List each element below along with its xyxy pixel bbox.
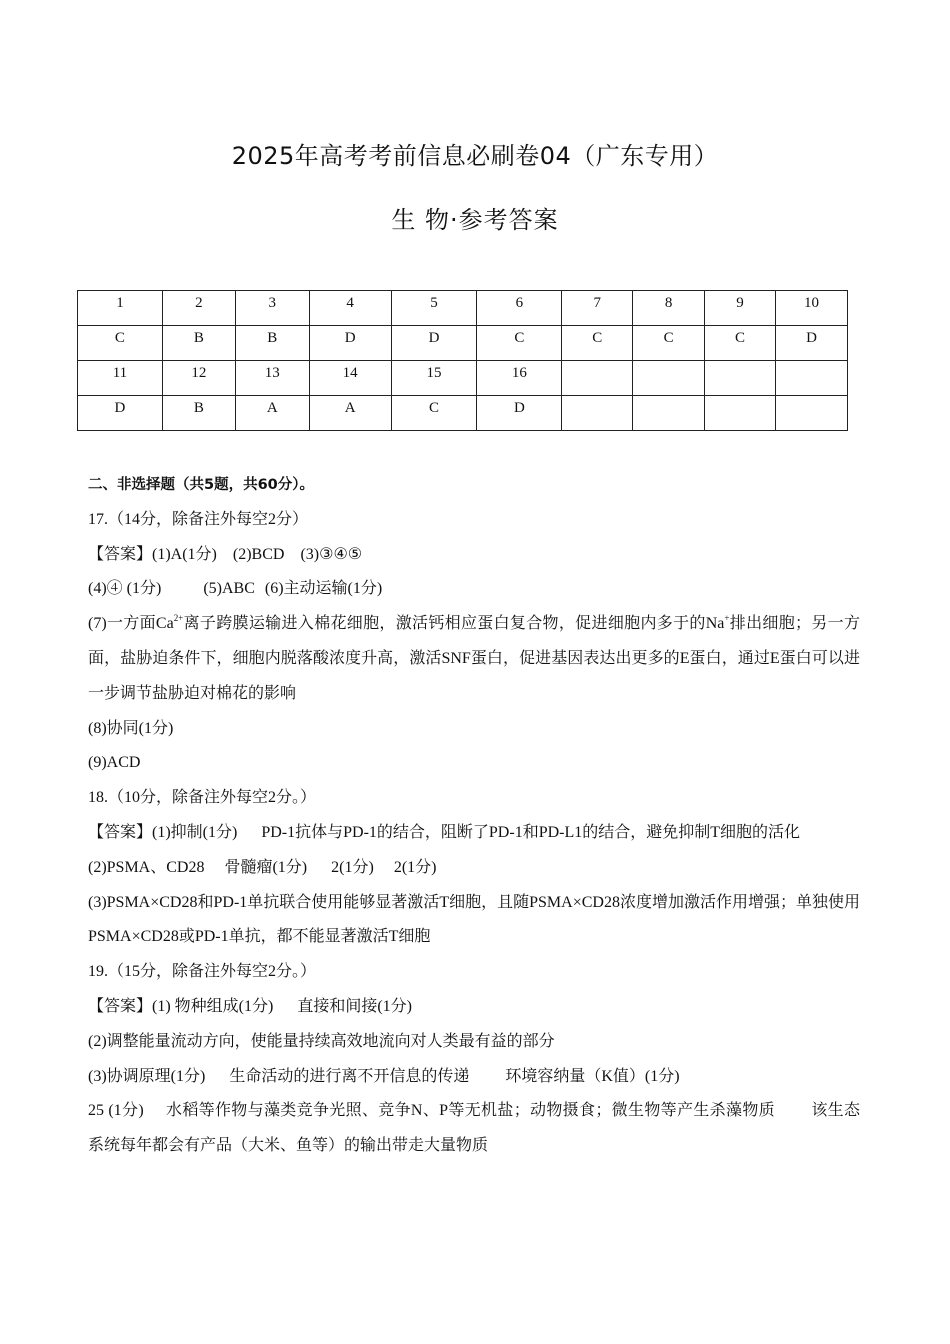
table-cell: B xyxy=(235,326,309,361)
table-cell: 4 xyxy=(309,291,391,326)
q17-a8: (8)协同(1分) xyxy=(88,719,174,737)
answer-table xyxy=(77,290,848,431)
table-cell: 8 xyxy=(633,291,705,326)
q17-a5: (5)ABC xyxy=(203,580,255,598)
table-cell: D xyxy=(477,396,562,431)
table-cell: B xyxy=(162,326,235,361)
answers-content xyxy=(88,468,860,1164)
table-cell: 12 xyxy=(162,361,235,396)
q19-answer-2: (2)调整能量流动方向，使能量持续高效地流向对人类最有益的部分 xyxy=(88,1032,555,1050)
table-cell xyxy=(633,361,705,396)
q18-header: 18.（10分，除备注外每空2分。） xyxy=(88,789,317,807)
answer-tag: 【答案】 xyxy=(88,997,153,1015)
table-cell: 9 xyxy=(705,291,776,326)
table-cell: 3 xyxy=(235,291,309,326)
q17-a9: (9)ACD xyxy=(88,754,141,772)
table-cell: C xyxy=(562,326,633,361)
table-cell xyxy=(705,396,776,431)
table-cell: C xyxy=(391,396,477,431)
table-cell: 14 xyxy=(309,361,391,396)
answer-tag: 【答案】 xyxy=(88,545,153,563)
table-cell: 5 xyxy=(391,291,477,326)
table-cell: D xyxy=(391,326,477,361)
table-cell: C xyxy=(705,326,776,361)
page-subtitle: 生 物·参考答案 xyxy=(391,206,559,234)
table-row xyxy=(78,361,848,396)
table-cell: D xyxy=(776,326,848,361)
q18-answer-3: (3)PSMA×CD28和PD-1单抗联合使用能够显著激活T细胞，且随PSMA×CD28浓度增加激活作用增强；单独使用PSMA×CD28或PD-1单抗，都不能显著激活T细胞 xyxy=(88,893,860,946)
table-row xyxy=(78,326,848,361)
q17-a2: (2)BCD xyxy=(232,545,285,563)
table-cell xyxy=(562,396,633,431)
table-cell xyxy=(633,396,705,431)
table-cell: D xyxy=(78,396,163,431)
table-cell: A xyxy=(235,396,309,431)
q17-answer-line-2 xyxy=(88,572,860,607)
q17-header: 17.（14分，除备注外每空2分） xyxy=(88,510,309,528)
table-cell: C xyxy=(633,326,705,361)
table-cell: 16 xyxy=(477,361,562,396)
page-title: 2025年高考考前信息必刷卷04（广东专用） xyxy=(231,142,719,170)
table-cell xyxy=(562,361,633,396)
answer-tag: 【答案】 xyxy=(88,823,153,841)
q17-a3: (3)③④⑤ xyxy=(300,545,363,563)
table-row xyxy=(78,396,848,431)
q18-answer-2: (2)PSMA、CD28 骨髓瘤(1分) 2(1分) 2(1分) xyxy=(88,858,437,876)
section-heading: 二、非选择题（共5题，共60分）。 xyxy=(88,477,315,493)
q17-a1: (1)A(1分) xyxy=(152,545,217,563)
q19-answer-4: 25 (1分) 水稻等作物与藻类竞争光照、竞争N、P等无机盐；动物摄食；微生物等产生杀藻物质 该生态系统每年都会有产品（大米、鱼等）的输出带走大量物质 xyxy=(88,1102,860,1155)
q17-a4: (4)④ (1分) xyxy=(88,580,162,598)
table-cell: 7 xyxy=(562,291,633,326)
table-cell: 2 xyxy=(162,291,235,326)
q19-header: 19.（15分，除备注外每空2分。） xyxy=(88,963,317,981)
table-cell: D xyxy=(309,326,391,361)
q18-answer-1: 【答案】(1)抑制(1分) PD-1抗体与PD-1的结合，阻断了PD-1和PD-L1的结合，避免抑制T细胞的活化 xyxy=(88,823,801,841)
table-cell: 15 xyxy=(391,361,477,396)
table-cell: C xyxy=(78,326,163,361)
table-cell xyxy=(776,396,848,431)
table-cell: 11 xyxy=(78,361,163,396)
q19-answer-3: (3)协调原理(1分) 生命活动的进行离不开信息的传递 环境容纳量（K值）(1分) xyxy=(88,1067,680,1085)
table-cell: B xyxy=(162,396,235,431)
q17-a7: (7)一方面$Ca^{2+}$离子跨膜运输进入棉花细胞，激活钙相应蛋白复合物，促进细胞内多于的Na+排出细胞；另一方面，盐胁迫条件下，细胞内脱落酸浓度升高，激活SNF蛋白，促进基因表达出更多的E蛋白，通过E蛋白可以进一步调节盐胁迫对棉花的影响 xyxy=(88,613,860,702)
table-cell: 6 xyxy=(477,291,562,326)
q17-a6: (6)主动运输(1分) xyxy=(264,580,383,598)
table-cell: C xyxy=(477,326,562,361)
table-cell: 10 xyxy=(776,291,848,326)
table-cell: 13 xyxy=(235,361,309,396)
q19-answer-1: 【答案】(1) 物种组成(1分) 直接和间接(1分) xyxy=(88,997,413,1015)
table-row xyxy=(78,291,848,326)
q17-answer-line-1 xyxy=(88,538,860,573)
table-cell: A xyxy=(309,396,391,431)
table-cell xyxy=(705,361,776,396)
table-cell xyxy=(776,361,848,396)
table-cell: 1 xyxy=(78,291,163,326)
